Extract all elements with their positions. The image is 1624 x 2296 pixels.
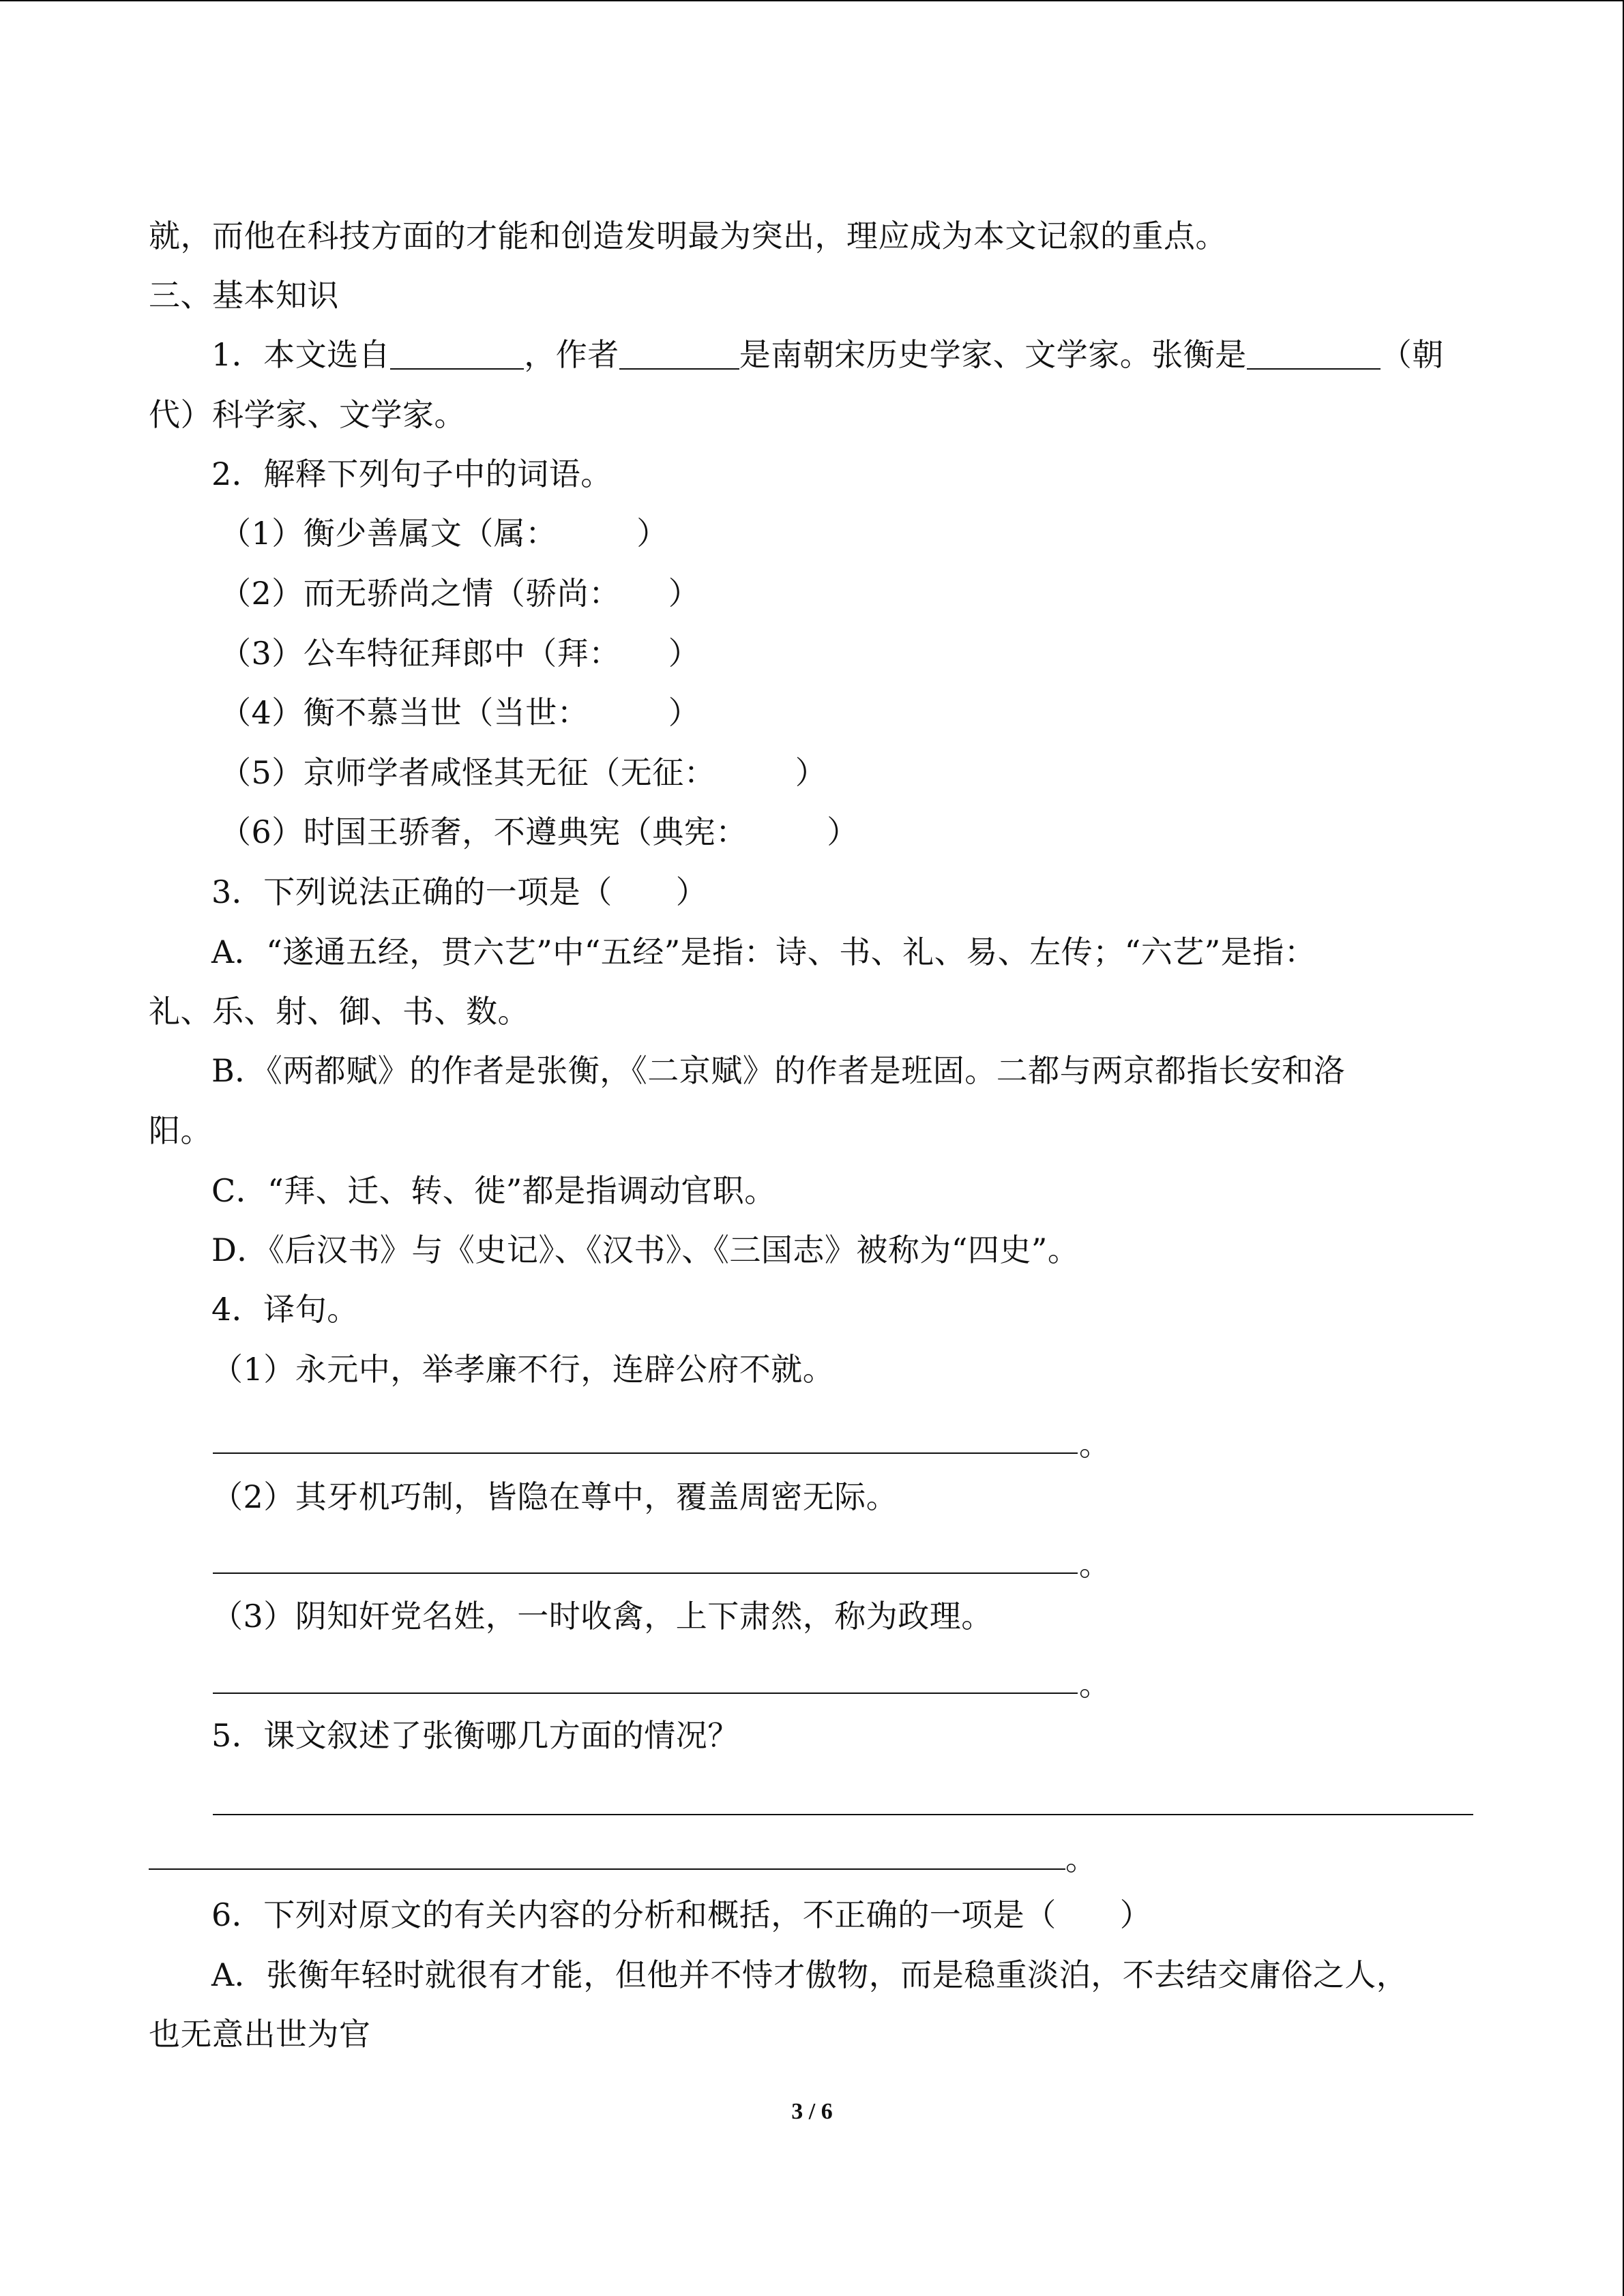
blank-author[interactable] <box>619 337 739 370</box>
question-1 <box>211 334 1444 375</box>
q3-option-a-cont: 礼、乐、射、御、书、数。 <box>149 993 529 1030</box>
q3-option-b: B．《两都赋》的作者是张衡，《二京赋》的作者是班固。二都与两京都指长安和洛 <box>211 1052 1346 1089</box>
answer-period: 。 <box>1079 1666 1110 1703</box>
q6-option-a: A．张衡年轻时就很有才能，但他并不恃才傲物，而是稳重淡泊，不去结交庸俗之人， <box>211 1956 1408 1993</box>
blank-source-book[interactable] <box>390 337 524 370</box>
q2-item-1: （1）衡少善属文（属： ） <box>220 515 668 552</box>
q1-text-b: ，作者 <box>524 336 619 373</box>
answer-period: 。 <box>1079 1426 1110 1463</box>
q3-option-a: A．“遂通五经，贯六艺”中“五经”是指：诗、书、礼、易、左传；“六艺”是指： <box>211 934 1316 970</box>
answer-period: 。 <box>1079 1546 1110 1583</box>
q1-text-c: 是南朝宋历史学家、文学家。张衡是 <box>739 336 1247 373</box>
question-5: 5．课文叙述了张衡哪几方面的情况？ <box>211 1717 739 1754</box>
q3-option-b-cont: 阳。 <box>149 1112 212 1149</box>
q6-option-a-cont: 也无意出世为官 <box>149 2016 371 2053</box>
section-heading: 三、基本知识 <box>149 277 339 314</box>
question-6: 6．下列对原文的有关内容的分析和概括，不正确的一项是（ ） <box>211 1896 1152 1933</box>
answer-line-q5-1[interactable] <box>213 1814 1473 1815</box>
q3-option-c: C．“拜、迁、转、徙”都是指调动官职。 <box>211 1172 776 1209</box>
q2-item-2: （2）而无骄尚之情（骄尚： ） <box>220 575 700 612</box>
answer-period: 。 <box>1065 1840 1097 1877</box>
question-4: 4．译句。 <box>211 1291 359 1328</box>
q1-continuation: 代）科学家、文学家。 <box>149 396 466 433</box>
q4-item-3: （3）阴知奸党名姓，一时收禽，上下肃然，称为政理。 <box>211 1598 993 1635</box>
q4-item-1: （1）永元中，举孝廉不行，连辟公府不就。 <box>211 1351 835 1388</box>
question-3: 3．下列说法正确的一项是（ ） <box>211 874 708 910</box>
q2-item-6: （6）时国王骄奢，不遵典宪（典宪： ） <box>220 814 859 850</box>
q3-option-d: D．《后汉书》与《史记》、《汉书》、《三国志》被称为“四史”。 <box>211 1232 1080 1268</box>
continuation-line: 就，而他在科技方面的才能和创造发明最为突出，理应成为本文记叙的重点。 <box>149 218 1227 254</box>
q4-item-2: （2）其牙机巧制，皆隐在尊中，覆盖周密无际。 <box>211 1478 898 1515</box>
q2-item-4: （4）衡不慕当世（当世： ） <box>220 694 700 731</box>
blank-dynasty[interactable] <box>1247 337 1381 370</box>
question-2: 2．解释下列句子中的词语。 <box>211 456 612 492</box>
q2-item-5: （5）京师学者咸怪其无征（无征： ） <box>220 754 827 791</box>
answer-line-q5-2[interactable] <box>149 1868 1065 1870</box>
answer-line-q4-2[interactable] <box>213 1572 1078 1574</box>
q1-text-a: 1．本文选自 <box>211 336 391 373</box>
q2-item-3: （3）公车特征拜郎中（拜： ） <box>220 635 700 672</box>
answer-line-q4-1[interactable] <box>213 1452 1078 1454</box>
answer-line-q4-3[interactable] <box>213 1693 1078 1694</box>
q1-text-d: （朝 <box>1380 336 1444 373</box>
page-number: 3 / 6 <box>791 2099 833 2124</box>
